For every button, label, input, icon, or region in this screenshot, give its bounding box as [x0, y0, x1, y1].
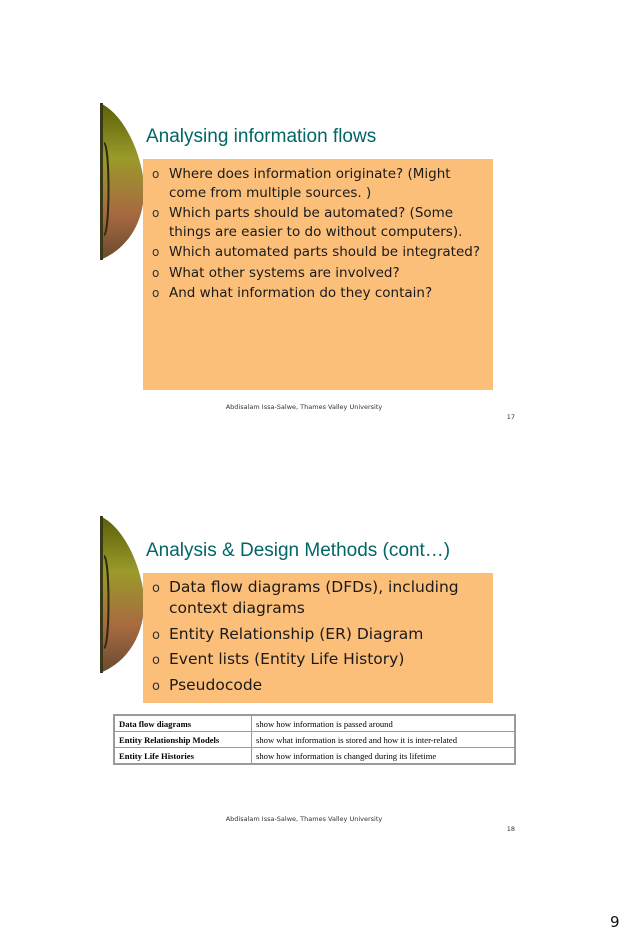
bullet-circle-icon: o [152, 678, 160, 694]
table-cell-term: Data flow diagrams [114, 715, 252, 732]
bullet-circle-icon: o [152, 627, 160, 643]
bullet-item: o Data flow diagrams (DFDs), including context diagrams [152, 578, 459, 617]
bullet-item: o Which parts should be automated? (Some things are easier to do without computers). [152, 205, 463, 240]
slide-title: Analysing information flows [146, 126, 377, 147]
bullet-item: o And what information do they contain? [152, 285, 433, 301]
slide-title: Analysis & Design Methods (cont…) [146, 540, 451, 561]
bullet-circle-icon: o [152, 286, 160, 300]
bullet-item: o Where does information originate? (Might come from multiple sources. ) [152, 166, 451, 201]
table-cell-description: show what information is stored and how it is inter-related [252, 732, 516, 748]
table-row [114, 715, 515, 732]
bullet-circle-icon: o [152, 206, 160, 220]
bullet-item: o Entity Relationship (ER) Diagram [149, 624, 487, 645]
bullet-circle-icon: o [152, 265, 160, 280]
table-row [114, 748, 515, 765]
bullet-item: o What other systems are involved? [152, 264, 400, 281]
bullet-item: o Pseudocode [149, 675, 487, 696]
slide-number: 18 [506, 825, 515, 833]
slide-footer: Abdisalam Issa-Salwe, Thames Valley University [225, 815, 383, 823]
slide-17 [0, 0, 638, 440]
bullet-circle-icon: o [152, 167, 160, 181]
slide-footer: Abdisalam Issa-Salwe, Thames Valley University [225, 403, 383, 411]
bullet-list [149, 577, 487, 696]
slide-18 [0, 472, 638, 852]
bullet-item: o Event lists (Entity Life History) [149, 649, 487, 670]
table-cell-term: Entity Life Histories [114, 748, 252, 765]
table-row [114, 732, 515, 748]
bullet-list [149, 165, 487, 303]
bullet-circle-icon: o [152, 245, 160, 259]
methods-table [113, 714, 516, 765]
bullet-item: o Which automated parts should be integrated? [152, 244, 481, 260]
table-cell-description: show how information is changed during its lifetime [252, 748, 516, 765]
table-cell-description: show how information is passed around [252, 715, 516, 732]
slide-number: 17 [506, 413, 515, 421]
table-cell-term: Entity Relationship Models [114, 732, 252, 748]
bullet-box [143, 573, 493, 703]
bullet-circle-icon: o [152, 581, 160, 596]
page-number: 9 [610, 913, 620, 931]
bullet-circle-icon: o [152, 653, 160, 668]
bullet-box [143, 159, 493, 390]
